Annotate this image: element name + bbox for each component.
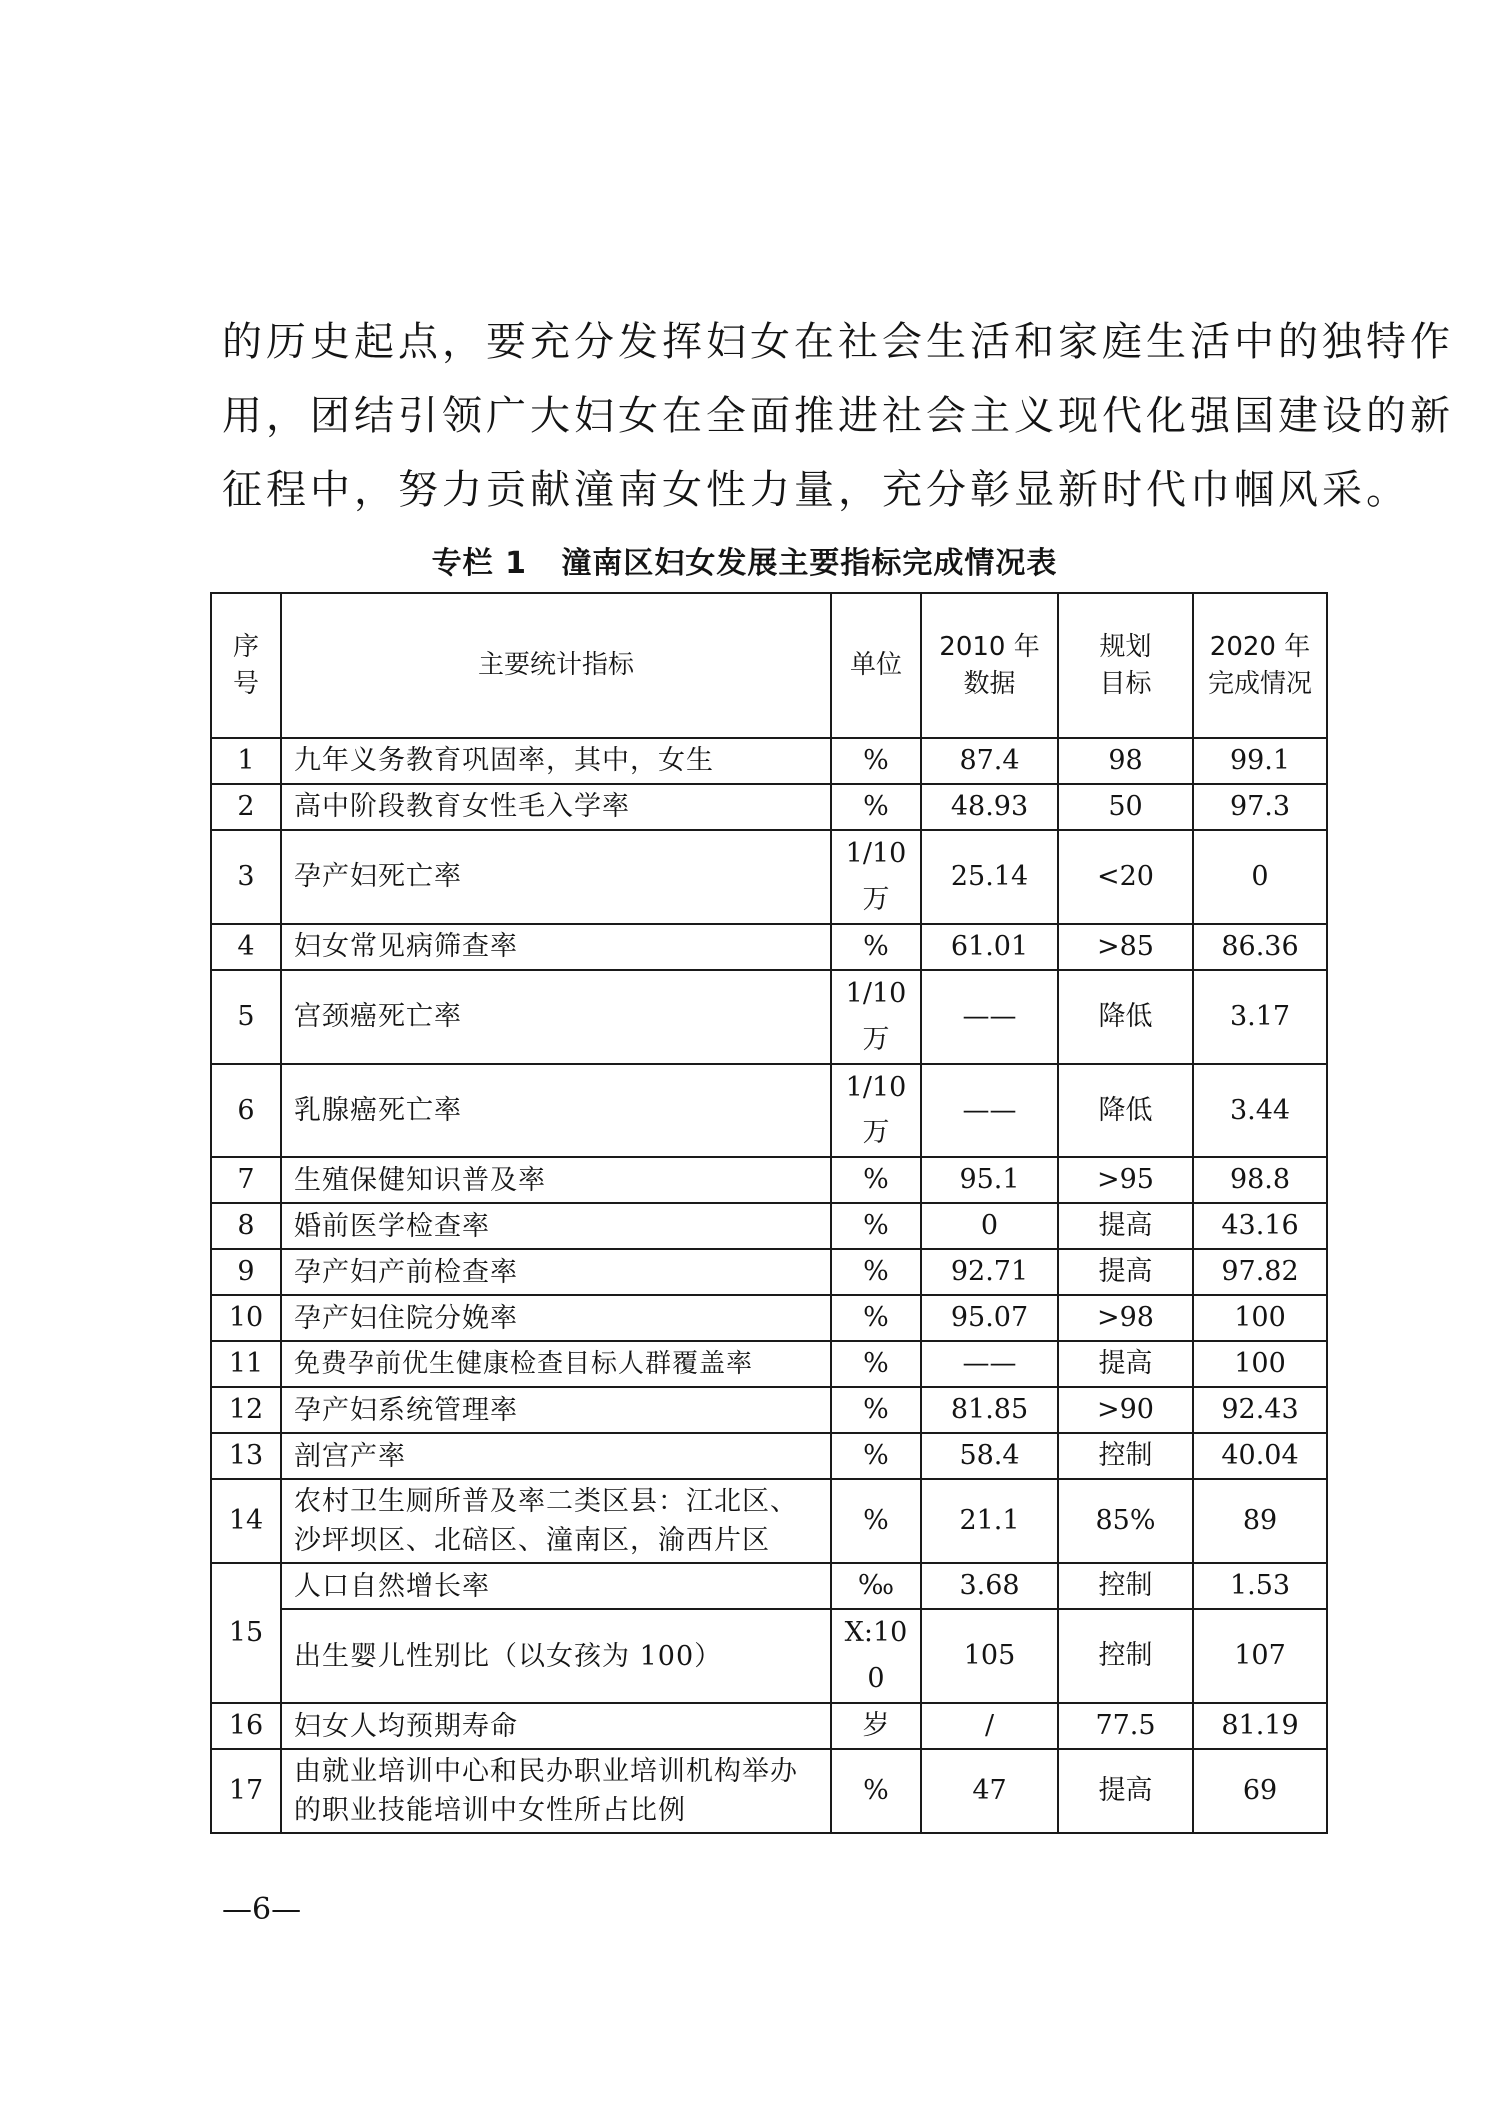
cell-2020-completion: 100 [1193, 1341, 1327, 1387]
cell-seq: 6 [211, 1064, 281, 1158]
table-row [211, 1563, 1327, 1609]
cell-seq: 1 [211, 738, 281, 784]
cell-target: 控制 [1058, 1433, 1193, 1479]
cell-2010-data: 105 [921, 1609, 1058, 1703]
table-row [211, 830, 1327, 924]
cell-indicator: 免费孕前优生健康检查目标人群覆盖率 [281, 1341, 831, 1387]
cell-seq: 4 [211, 924, 281, 970]
cell-2010-data: 92.71 [921, 1249, 1058, 1295]
cell-2020-completion: 89 [1193, 1479, 1327, 1563]
cell-target: >98 [1058, 1295, 1193, 1341]
paragraph-line: 的历史起点，要充分发挥妇女在社会生活和家庭生活中的独特作 [222, 319, 1454, 365]
cell-2020-completion: 97.82 [1193, 1249, 1327, 1295]
cell-indicator: 宫颈癌死亡率 [281, 970, 831, 1064]
cell-unit: % [831, 1341, 921, 1387]
cell-target: 降低 [1058, 1064, 1193, 1158]
cell-unit: % [831, 1387, 921, 1433]
cell-seq: 7 [211, 1157, 281, 1203]
cell-2020-completion: 43.16 [1193, 1203, 1327, 1249]
cell-target: 控制 [1058, 1609, 1193, 1703]
cell-target: <20 [1058, 830, 1193, 924]
cell-2010-data: —— [921, 970, 1058, 1064]
cell-2010-data: 0 [921, 1203, 1058, 1249]
cell-indicator: 由就业培训中心和民办职业培训机构举办的职业技能培训中女性所占比例 [281, 1749, 831, 1833]
table-row [211, 1341, 1327, 1387]
cell-indicator: 婚前医学检查率 [281, 1203, 831, 1249]
header-unit: 单位 [831, 593, 921, 738]
cell-indicator: 妇女常见病筛查率 [281, 924, 831, 970]
cell-indicator: 高中阶段教育女性毛入学率 [281, 784, 831, 830]
cell-seq: 15 [211, 1563, 281, 1703]
table-row [211, 1479, 1327, 1563]
cell-unit: % [831, 1157, 921, 1203]
table-row [211, 1609, 1327, 1703]
table-row [211, 738, 1327, 784]
cell-seq: 10 [211, 1295, 281, 1341]
cell-2020-completion: 99.1 [1193, 738, 1327, 784]
body-paragraph [222, 305, 1454, 527]
cell-seq: 3 [211, 830, 281, 924]
cell-unit: % [831, 738, 921, 784]
cell-indicator: 妇女人均预期寿命 [281, 1703, 831, 1749]
cell-unit: 1/10 万 [831, 1064, 921, 1158]
cell-2010-data: 81.85 [921, 1387, 1058, 1433]
cell-unit: % [831, 1479, 921, 1563]
cell-unit: % [831, 1433, 921, 1479]
cell-indicator: 孕产妇住院分娩率 [281, 1295, 831, 1341]
cell-2020-completion: 3.17 [1193, 970, 1327, 1064]
table-header-row [211, 593, 1327, 738]
cell-target: 提高 [1058, 1249, 1193, 1295]
cell-2010-data: / [921, 1703, 1058, 1749]
cell-indicator: 农村卫生厕所普及率二类区县：江北区、沙坪坝区、北碚区、潼南区，渝西片区 [281, 1479, 831, 1563]
table-row [211, 1295, 1327, 1341]
table-row [211, 970, 1327, 1064]
cell-target: 85% [1058, 1479, 1193, 1563]
cell-indicator: 孕产妇系统管理率 [281, 1387, 831, 1433]
paragraph-line: 用，团结引领广大妇女在全面推进社会主义现代化强国建设的新 [222, 393, 1454, 439]
cell-2020-completion: 81.19 [1193, 1703, 1327, 1749]
cell-seq: 5 [211, 970, 281, 1064]
cell-indicator: 剖宫产率 [281, 1433, 831, 1479]
cell-2020-completion: 1.53 [1193, 1563, 1327, 1609]
cell-indicator: 乳腺癌死亡率 [281, 1064, 831, 1158]
cell-indicator: 孕产妇产前检查率 [281, 1249, 831, 1295]
header-indicator: 主要统计指标 [281, 593, 831, 738]
cell-2010-data: 61.01 [921, 924, 1058, 970]
cell-2020-completion: 107 [1193, 1609, 1327, 1703]
cell-2010-data: 95.07 [921, 1295, 1058, 1341]
cell-2010-data: 58.4 [921, 1433, 1058, 1479]
cell-target: 提高 [1058, 1203, 1193, 1249]
table-row [211, 1249, 1327, 1295]
cell-indicator: 人口自然增长率 [281, 1563, 831, 1609]
cell-target: >85 [1058, 924, 1193, 970]
cell-2020-completion: 3.44 [1193, 1064, 1327, 1158]
cell-unit: X:100 [831, 1609, 921, 1703]
table-row [211, 1064, 1327, 1158]
paragraph-line: 征程中，努力贡献潼南女性力量，充分彰显新时代巾帼风采。 [222, 467, 1410, 513]
cell-target: 77.5 [1058, 1703, 1193, 1749]
cell-target: 50 [1058, 784, 1193, 830]
cell-target: 降低 [1058, 970, 1193, 1064]
cell-seq: 12 [211, 1387, 281, 1433]
cell-seq: 9 [211, 1249, 281, 1295]
cell-2010-data: 25.14 [921, 830, 1058, 924]
cell-2010-data: 3.68 [921, 1563, 1058, 1609]
cell-2010-data: 48.93 [921, 784, 1058, 830]
cell-target: 98 [1058, 738, 1193, 784]
cell-seq: 17 [211, 1749, 281, 1833]
table-row [211, 924, 1327, 970]
table-row [211, 1749, 1327, 1833]
page-number: —6— [222, 1892, 302, 1927]
cell-target: >90 [1058, 1387, 1193, 1433]
cell-unit: 1/10 万 [831, 970, 921, 1064]
cell-seq: 8 [211, 1203, 281, 1249]
cell-target: 提高 [1058, 1749, 1193, 1833]
cell-seq: 14 [211, 1479, 281, 1563]
cell-2020-completion: 69 [1193, 1749, 1327, 1833]
cell-2020-completion: 0 [1193, 830, 1327, 924]
cell-unit: % [831, 924, 921, 970]
cell-unit: % [831, 1749, 921, 1833]
cell-unit: ‰ [831, 1563, 921, 1609]
cell-indicator: 出生婴儿性别比（以女孩为 100） [281, 1609, 831, 1703]
header-2020-completion: 2020 年完成情况 [1193, 593, 1327, 738]
header-seq: 序号 [211, 593, 281, 738]
cell-2010-data: —— [921, 1341, 1058, 1387]
header-2010-data: 2010 年数据 [921, 593, 1058, 738]
cell-seq: 16 [211, 1703, 281, 1749]
cell-seq: 11 [211, 1341, 281, 1387]
cell-2010-data: —— [921, 1064, 1058, 1158]
table-title: 专栏 1 潼南区妇女发展主要指标完成情况表 [431, 546, 1058, 581]
table-row [211, 1703, 1327, 1749]
cell-2020-completion: 98.8 [1193, 1157, 1327, 1203]
cell-2020-completion: 92.43 [1193, 1387, 1327, 1433]
cell-target: 控制 [1058, 1563, 1193, 1609]
cell-2020-completion: 40.04 [1193, 1433, 1327, 1479]
cell-unit: % [831, 1249, 921, 1295]
cell-2020-completion: 97.3 [1193, 784, 1327, 830]
indicators-table [210, 592, 1328, 1834]
cell-2020-completion: 86.36 [1193, 924, 1327, 970]
cell-indicator: 孕产妇死亡率 [281, 830, 831, 924]
cell-unit: % [831, 784, 921, 830]
table-row [211, 1157, 1327, 1203]
cell-2010-data: 47 [921, 1749, 1058, 1833]
cell-target: 提高 [1058, 1341, 1193, 1387]
table-row [211, 784, 1327, 830]
cell-2020-completion: 100 [1193, 1295, 1327, 1341]
cell-unit: 岁 [831, 1703, 921, 1749]
cell-2010-data: 87.4 [921, 738, 1058, 784]
cell-2010-data: 21.1 [921, 1479, 1058, 1563]
cell-seq: 2 [211, 784, 281, 830]
cell-unit: % [831, 1295, 921, 1341]
table-row [211, 1387, 1327, 1433]
cell-indicator: 九年义务教育巩固率，其中，女生 [281, 738, 831, 784]
cell-indicator: 生殖保健知识普及率 [281, 1157, 831, 1203]
header-target: 规划目标 [1058, 593, 1193, 738]
cell-2010-data: 95.1 [921, 1157, 1058, 1203]
table-row [211, 1203, 1327, 1249]
cell-target: >95 [1058, 1157, 1193, 1203]
cell-seq: 13 [211, 1433, 281, 1479]
table-row [211, 1433, 1327, 1479]
cell-unit: % [831, 1203, 921, 1249]
cell-unit: 1/10 万 [831, 830, 921, 924]
